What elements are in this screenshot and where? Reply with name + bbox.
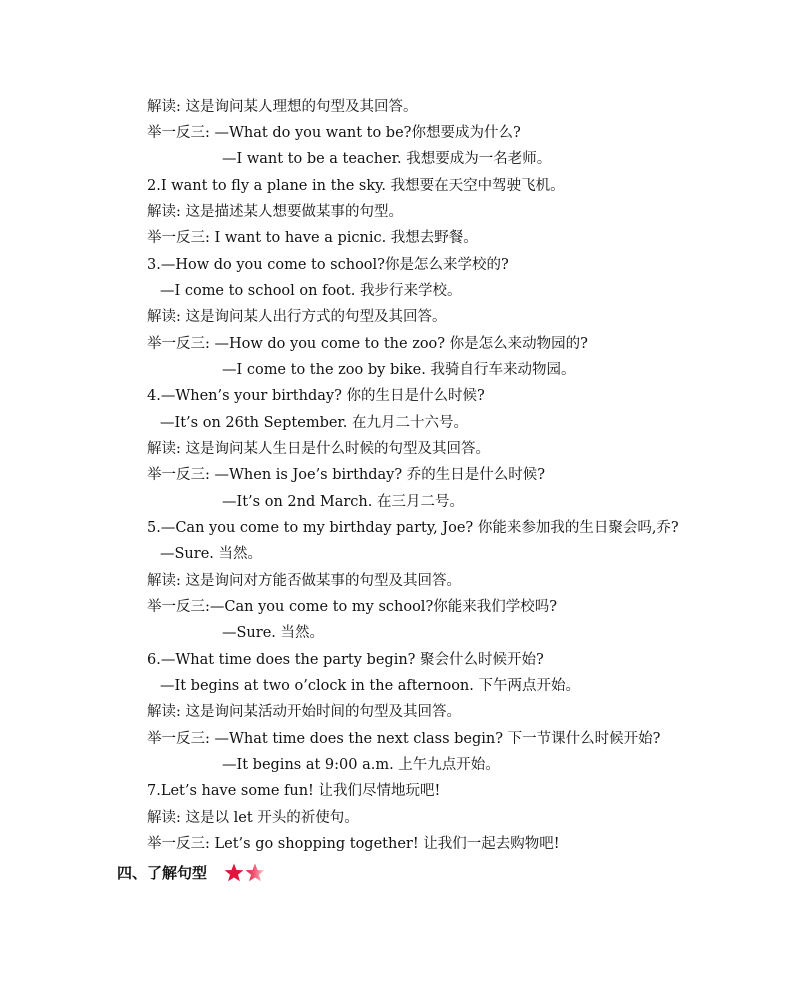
text-line: 2.I want to fly a plane in the sky. 我想要在天空中驾驶飞机。 bbox=[147, 178, 565, 194]
text-line: —I come to school on foot. 我步行来学校。 bbox=[160, 283, 462, 299]
star-icon bbox=[225, 864, 244, 882]
half-star-icon bbox=[246, 864, 265, 882]
text-line: 解读: 这是询问某活动开始时间的句型及其回答。 bbox=[147, 704, 461, 720]
text-line: 3.—How do you come to school?你是怎么来学校的? bbox=[147, 257, 509, 273]
text-line: —It’s on 26th September. 在九月二十六号。 bbox=[160, 415, 468, 431]
text-line: 解读: 这是描述某人想要做某事的句型。 bbox=[147, 204, 403, 220]
text-line: —It begins at 9:00 a.m. 上午九点开始。 bbox=[222, 757, 500, 773]
text-line: —It’s on 2nd March. 在三月二号。 bbox=[222, 494, 464, 510]
text-line: —Sure. 当然。 bbox=[222, 625, 325, 641]
text-line: 解读: 这是以 let 开头的祈使句。 bbox=[147, 810, 359, 826]
text-line: 举一反三: —What do you want to be?你想要成为什么? bbox=[147, 125, 521, 141]
text-line: 举一反三: —When is Joe’s birthday? 乔的生日是什么时候? bbox=[147, 467, 546, 483]
text-line: 6.—What time does the party begin? 聚会什么时候开始? bbox=[147, 652, 544, 668]
text-line: —I come to the zoo by bike. 我骑自行车来动物园。 bbox=[222, 362, 576, 378]
text-line: 举一反三: —What time does the next class begin? 下一节课什么时候开始? bbox=[147, 731, 661, 747]
text-line: 解读: 这是询问对方能否做某事的句型及其回答。 bbox=[147, 573, 461, 589]
text-line: 解读: 这是询问某人出行方式的句型及其回答。 bbox=[147, 309, 447, 325]
text-line: 举一反三: I want to have a picnic. 我想去野餐。 bbox=[147, 230, 478, 246]
difficulty-stars bbox=[224, 862, 268, 884]
text-line: 举一反三: —How do you come to the zoo? 你是怎么来动物园的? bbox=[147, 336, 588, 352]
text-line: —It begins at two o’clock in the afternoon. 下午两点开始。 bbox=[160, 678, 580, 694]
text-line: 解读: 这是询问某人理想的句型及其回答。 bbox=[147, 99, 418, 115]
text-line: 举一反三:—Can you come to my school?你能来我们学校吗? bbox=[147, 599, 557, 615]
text-line: 4.—When’s your birthday? 你的生日是什么时候? bbox=[147, 388, 485, 404]
section-heading: 四、了解句型 bbox=[117, 864, 208, 882]
text-line: —Sure. 当然。 bbox=[160, 546, 263, 562]
text-line: 5.—Can you come to my birthday party, Joe? 你能来参加我的生日聚会吗,乔? bbox=[147, 520, 679, 536]
text-line: 解读: 这是询问某人生日是什么时候的句型及其回答。 bbox=[147, 441, 490, 457]
text-line: —I want to be a teacher. 我想要成为一名老师。 bbox=[222, 151, 552, 167]
text-line: 7.Let’s have some fun! 让我们尽情地玩吧! bbox=[147, 783, 441, 799]
text-line: 举一反三: Let’s go shopping together! 让我们一起去购物吧! bbox=[147, 836, 560, 852]
